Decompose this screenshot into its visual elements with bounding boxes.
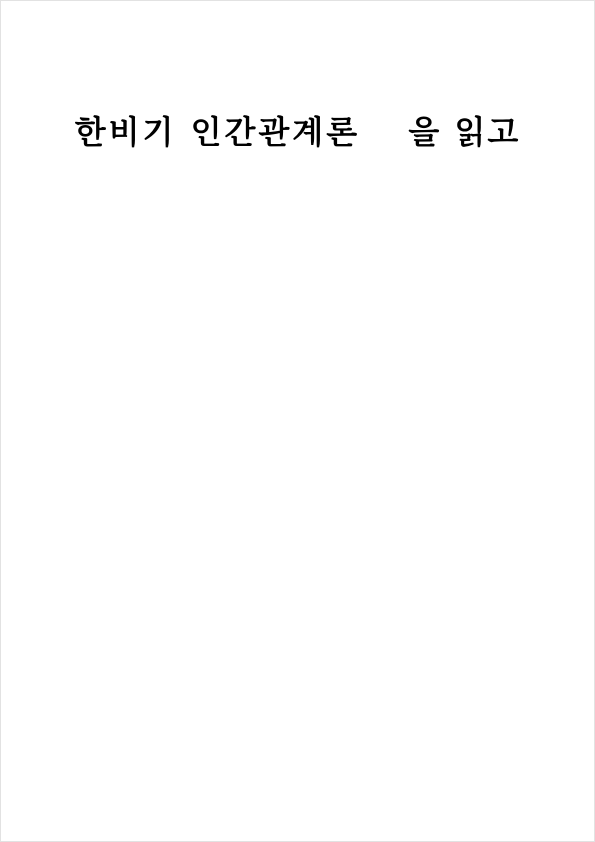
section-1 [70, 150, 525, 318]
paragraph-block-2 [70, 262, 525, 318]
paragraph-block-5 [70, 500, 525, 538]
section-2 [70, 350, 525, 538]
title-main: 한비기 인간관계론 [74, 113, 361, 152]
paragraph-block-7 [70, 630, 525, 724]
paragraph-block-4 [70, 444, 525, 500]
body-text [70, 150, 525, 760]
paragraph-block-3 [70, 350, 525, 444]
paragraph-block-1 [70, 150, 525, 262]
title-suffix: 을 읽고 [408, 113, 521, 152]
page-title [0, 107, 595, 153]
section-3 [70, 574, 525, 724]
paragraph-block-6 [70, 574, 525, 630]
